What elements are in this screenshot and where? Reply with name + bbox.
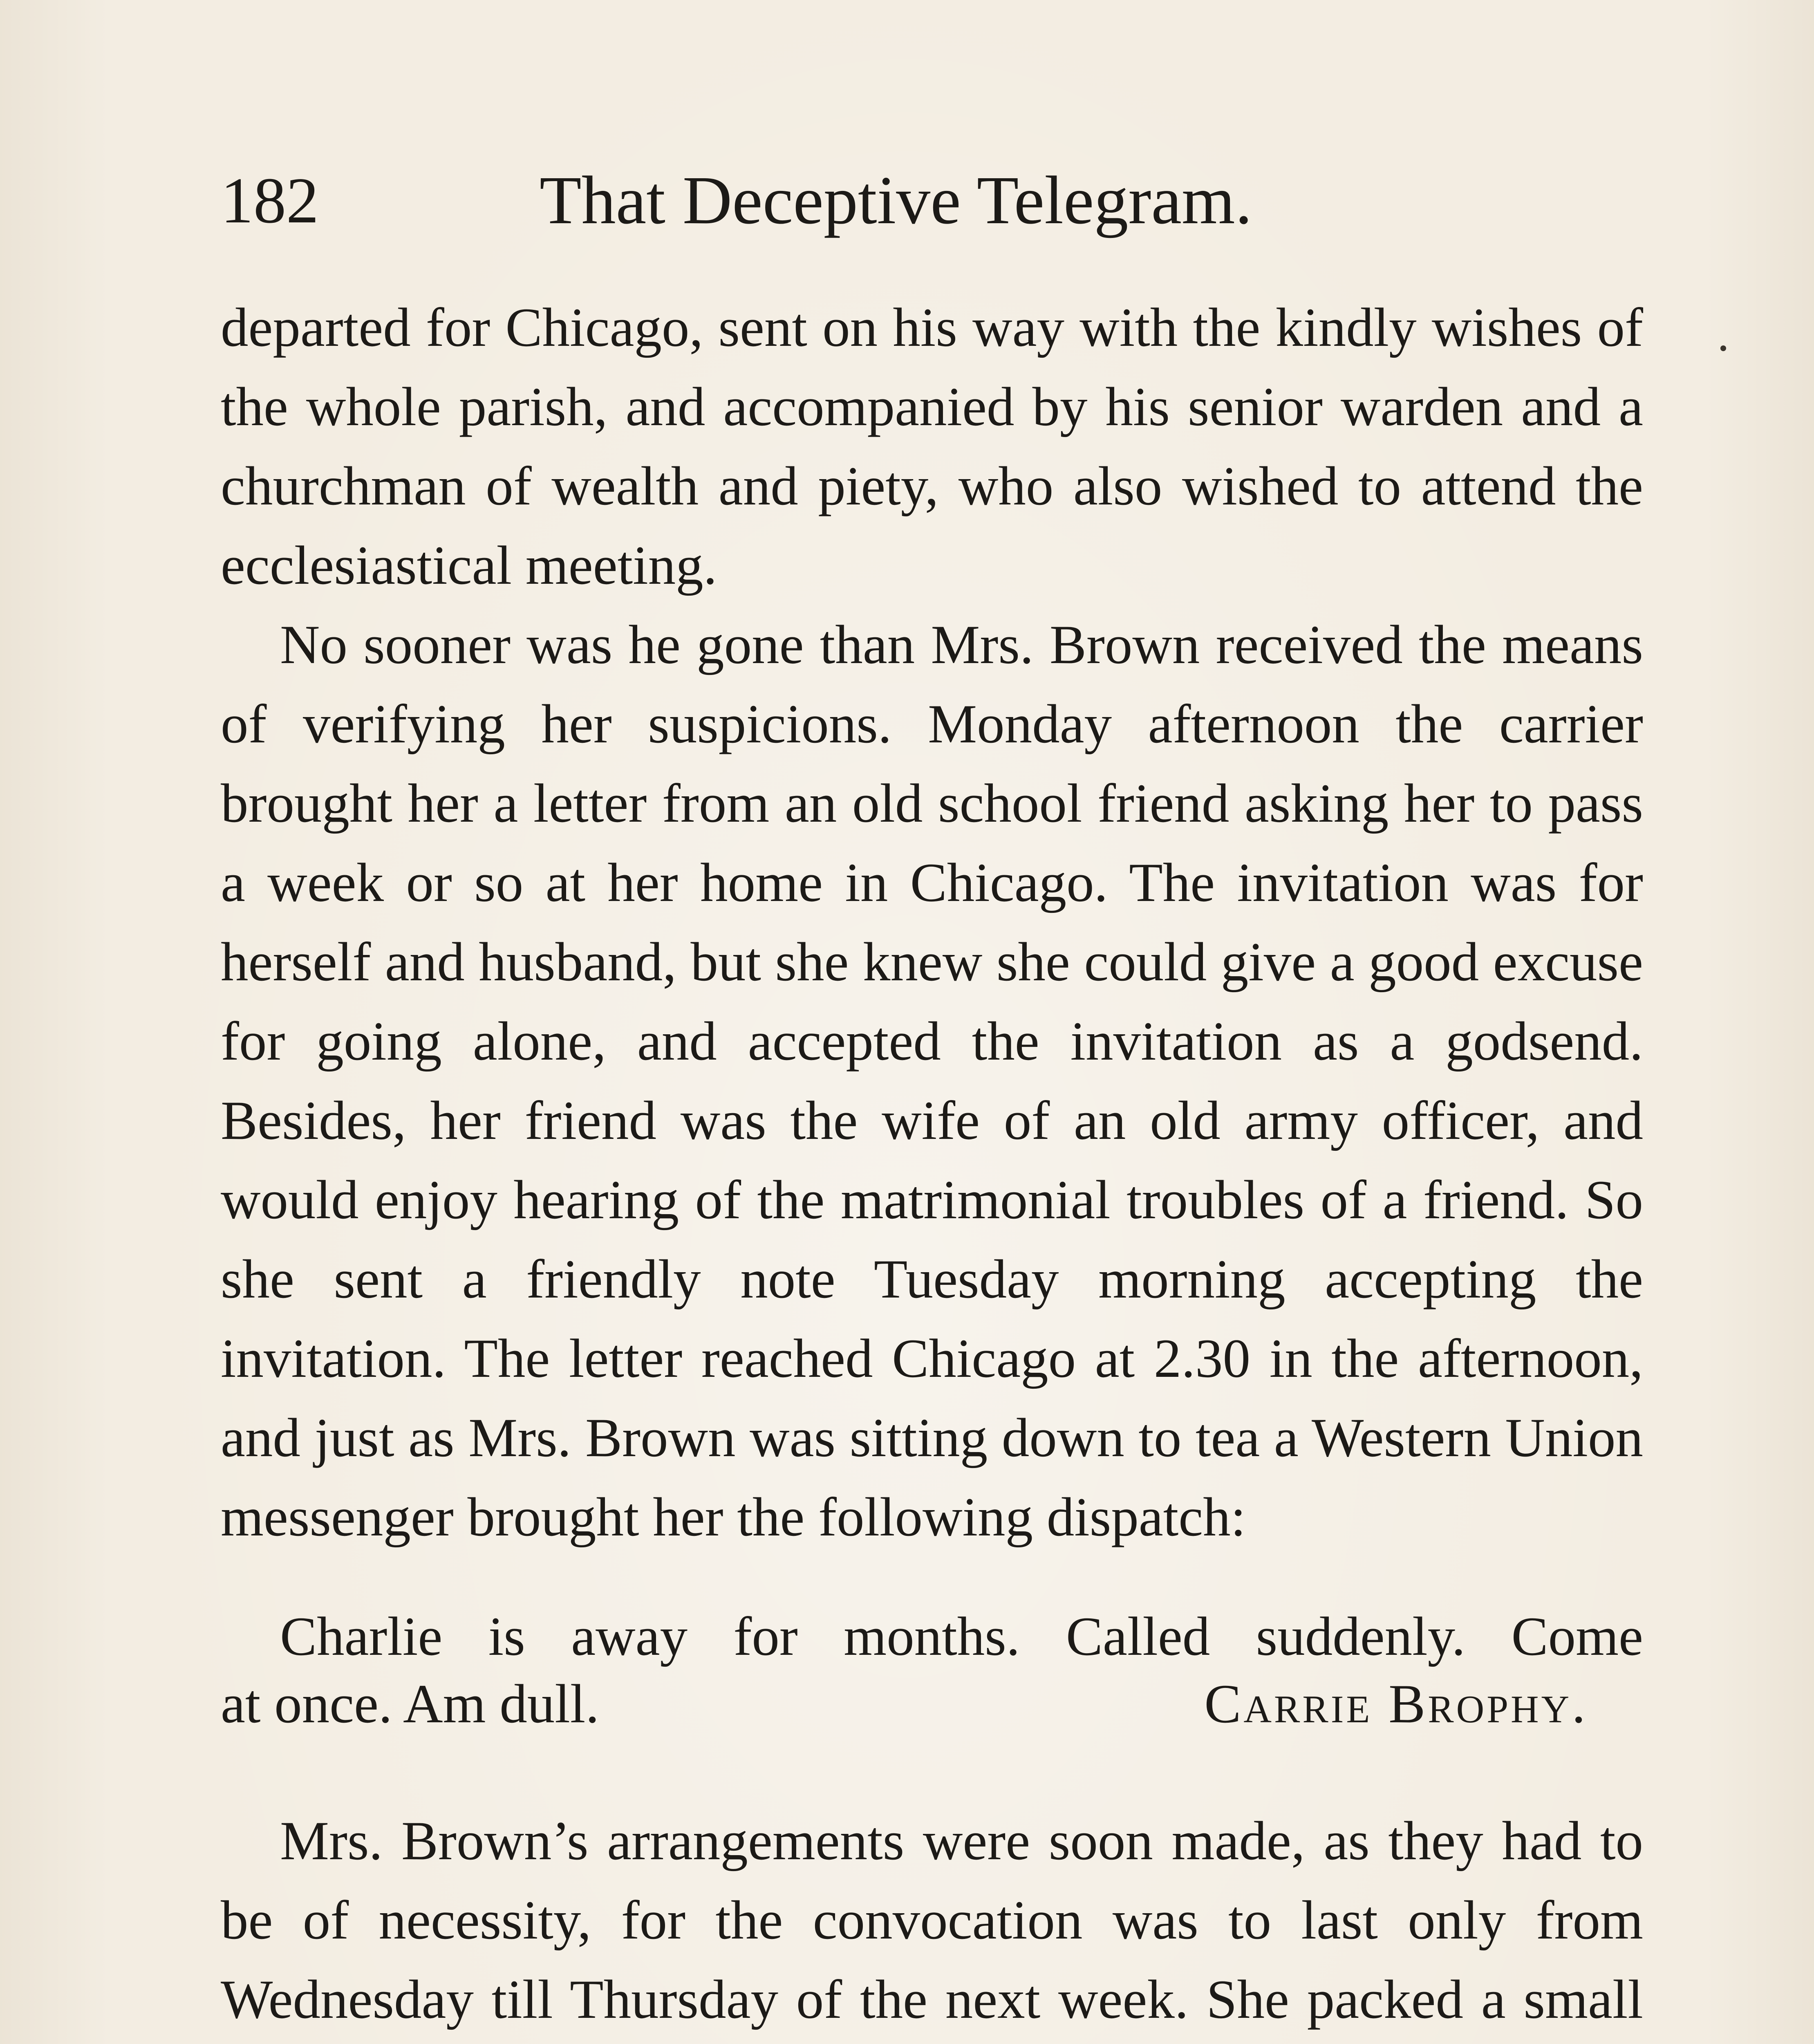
telegram-dispatch xyxy=(221,1603,1643,1734)
telegram-line xyxy=(221,1670,1643,1738)
body-text xyxy=(221,288,1643,2044)
page-header xyxy=(221,147,1643,253)
paragraph: Mrs. Brown’s arrangements were soon made, as they had to be of necessity, for the convocation was to last only from Wednesday till Thursday of the next week. She packed a small xyxy=(221,1811,1643,2030)
telegram-text: at once. Am dull. xyxy=(221,1674,600,1735)
telegram-line: Charlie is away for months. Called suddenly. Come xyxy=(280,1606,1643,1667)
paragraph: departed for Chicago, sent on his way with the kindly wishes of the whole parish, and accompanied by his senior warden and a churchman of wealth and piety, who also wished to attend the ecclesiastical meeting. xyxy=(221,297,1643,596)
telegram-signature: Carrie Brophy. xyxy=(1204,1674,1588,1735)
running-title: That Deceptive Telegram. xyxy=(540,162,1252,238)
paper-speck xyxy=(1720,345,1726,351)
page-number: 182 xyxy=(221,164,319,237)
paragraph: No sooner was he gone than Mrs. Brown received the means of verifying her suspicions. Monday afternoon the carrier brought her a letter from an old school friend asking her to pass a week or so at her home in Chicago. The invitation was for herself and husband, but she knew she could give a good excuse for going alone, and accepted the invitation as a godsend. Besides, her friend was the wife of an old army officer, and would enjoy hearing of the matrimonial troubles of a friend. So she sent a friendly note Tuesday morning accepting the invitation. The letter reached Chicago at 2.30 in the afternoon, and just as Mrs. Brown was sitting down to tea a Western Union messenger brought her the following dispatch: xyxy=(221,614,1643,1548)
